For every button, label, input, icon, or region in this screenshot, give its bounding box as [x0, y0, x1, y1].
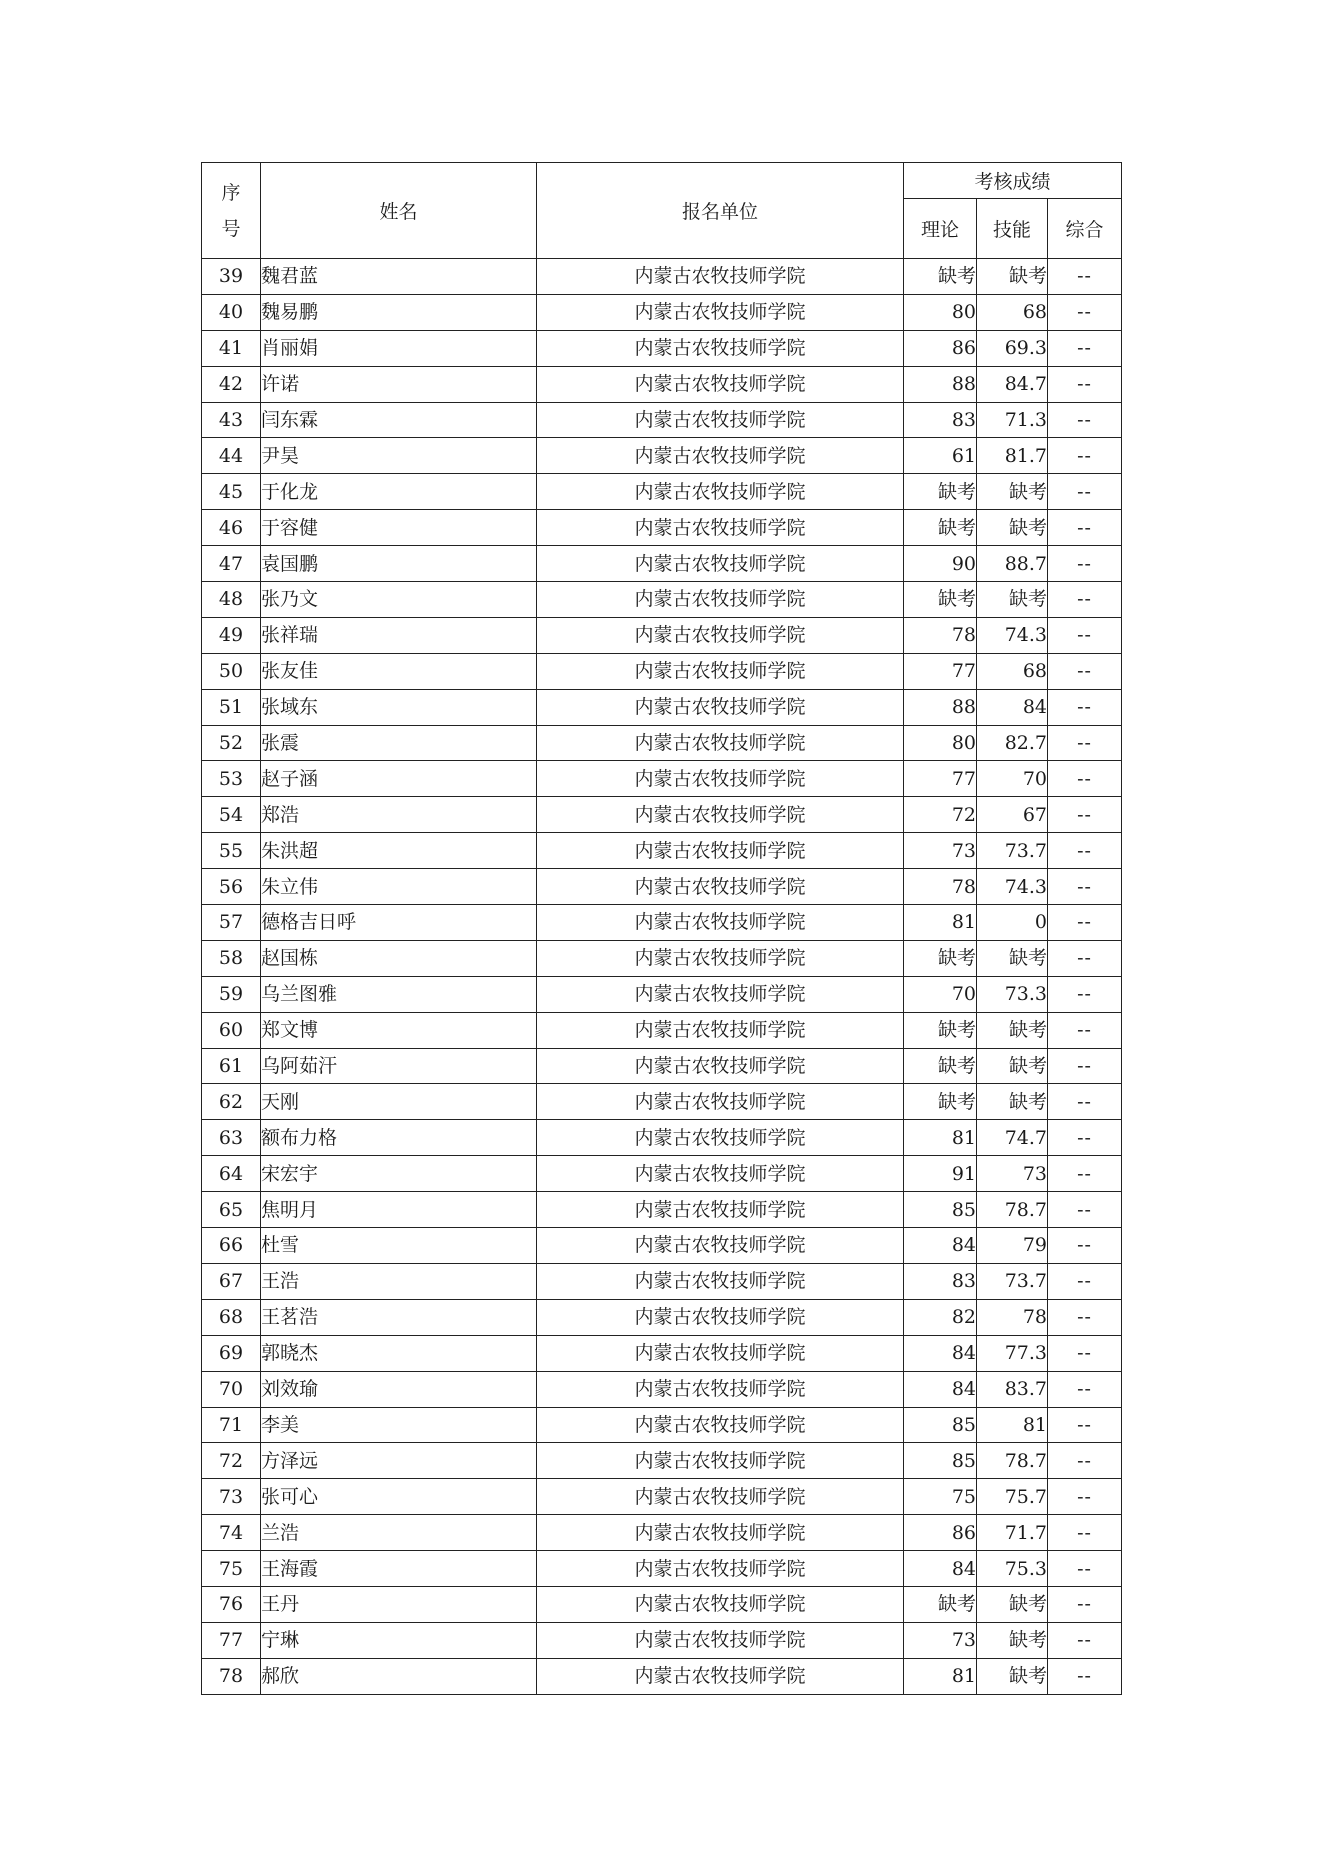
cell-unit: 内蒙古农牧技师学院	[537, 653, 904, 689]
cell-name: 方泽远	[261, 1443, 537, 1479]
header-total: 综合	[1048, 199, 1122, 259]
cell-name: 刘效瑜	[261, 1371, 537, 1407]
cell-total: --	[1048, 833, 1122, 869]
cell-skill: 67	[977, 797, 1048, 833]
cell-total: --	[1048, 976, 1122, 1012]
table-row	[202, 582, 1122, 618]
cell-skill: 缺考	[977, 940, 1048, 976]
cell-skill: 74.7	[977, 1120, 1048, 1156]
cell-name: 朱洪超	[261, 833, 537, 869]
cell-unit: 内蒙古农牧技师学院	[537, 940, 904, 976]
cell-unit: 内蒙古农牧技师学院	[537, 1084, 904, 1120]
cell-index: 66	[202, 1228, 261, 1264]
header-score-group: 考核成绩	[904, 163, 1122, 199]
cell-total: --	[1048, 1479, 1122, 1515]
table-row	[202, 330, 1122, 366]
cell-total: --	[1048, 1012, 1122, 1048]
cell-theory: 73	[904, 833, 977, 869]
table-row	[202, 546, 1122, 582]
cell-index: 64	[202, 1156, 261, 1192]
cell-index: 68	[202, 1299, 261, 1335]
cell-index: 41	[202, 330, 261, 366]
cell-total: --	[1048, 330, 1122, 366]
cell-index: 55	[202, 833, 261, 869]
cell-total: --	[1048, 1586, 1122, 1622]
cell-unit: 内蒙古农牧技师学院	[537, 905, 904, 941]
cell-unit: 内蒙古农牧技师学院	[537, 1443, 904, 1479]
cell-index: 78	[202, 1658, 261, 1694]
cell-index: 54	[202, 797, 261, 833]
table-row	[202, 1371, 1122, 1407]
cell-index: 62	[202, 1084, 261, 1120]
table-row	[202, 474, 1122, 510]
cell-index: 39	[202, 259, 261, 295]
header-index-line2: 号	[221, 217, 241, 240]
cell-total: --	[1048, 1084, 1122, 1120]
cell-theory: 86	[904, 1515, 977, 1551]
cell-unit: 内蒙古农牧技师学院	[537, 617, 904, 653]
cell-theory: 缺考	[904, 510, 977, 546]
cell-index: 43	[202, 402, 261, 438]
cell-total: --	[1048, 940, 1122, 976]
cell-theory: 缺考	[904, 1012, 977, 1048]
cell-index: 76	[202, 1586, 261, 1622]
cell-skill: 缺考	[977, 474, 1048, 510]
cell-name: 乌阿茹汗	[261, 1048, 537, 1084]
cell-total: --	[1048, 366, 1122, 402]
table-row	[202, 1658, 1122, 1694]
cell-name: 于容健	[261, 510, 537, 546]
cell-name: 乌兰图雅	[261, 976, 537, 1012]
table-row	[202, 366, 1122, 402]
cell-skill: 79	[977, 1228, 1048, 1264]
cell-index: 50	[202, 653, 261, 689]
score-table	[201, 162, 1122, 1695]
cell-theory: 84	[904, 1335, 977, 1371]
cell-name: 宁琳	[261, 1622, 537, 1658]
table-row	[202, 1228, 1122, 1264]
cell-index: 74	[202, 1515, 261, 1551]
cell-index: 70	[202, 1371, 261, 1407]
table-row	[202, 725, 1122, 761]
cell-total: --	[1048, 474, 1122, 510]
cell-theory: 86	[904, 330, 977, 366]
cell-unit: 内蒙古农牧技师学院	[537, 833, 904, 869]
cell-total: --	[1048, 402, 1122, 438]
cell-unit: 内蒙古农牧技师学院	[537, 510, 904, 546]
cell-unit: 内蒙古农牧技师学院	[537, 869, 904, 905]
cell-unit: 内蒙古农牧技师学院	[537, 1192, 904, 1228]
cell-skill: 缺考	[977, 1586, 1048, 1622]
cell-index: 48	[202, 582, 261, 618]
cell-index: 72	[202, 1443, 261, 1479]
cell-unit: 内蒙古农牧技师学院	[537, 797, 904, 833]
header-theory: 理论	[904, 199, 977, 259]
table-row	[202, 402, 1122, 438]
cell-unit: 内蒙古农牧技师学院	[537, 402, 904, 438]
cell-name: 天刚	[261, 1084, 537, 1120]
cell-skill: 缺考	[977, 510, 1048, 546]
cell-index: 52	[202, 725, 261, 761]
cell-name: 张友佳	[261, 653, 537, 689]
cell-theory: 83	[904, 402, 977, 438]
cell-theory: 77	[904, 653, 977, 689]
table-row	[202, 1156, 1122, 1192]
table-row	[202, 1120, 1122, 1156]
cell-total: --	[1048, 1443, 1122, 1479]
cell-name: 肖丽娟	[261, 330, 537, 366]
cell-name: 王茗浩	[261, 1299, 537, 1335]
cell-index: 73	[202, 1479, 261, 1515]
cell-theory: 缺考	[904, 1084, 977, 1120]
cell-name: 于化龙	[261, 474, 537, 510]
cell-unit: 内蒙古农牧技师学院	[537, 582, 904, 618]
cell-name: 张可心	[261, 1479, 537, 1515]
cell-theory: 81	[904, 1658, 977, 1694]
cell-skill: 81	[977, 1407, 1048, 1443]
cell-unit: 内蒙古农牧技师学院	[537, 438, 904, 474]
table-header	[202, 163, 1122, 259]
cell-unit: 内蒙古农牧技师学院	[537, 1263, 904, 1299]
cell-unit: 内蒙古农牧技师学院	[537, 761, 904, 797]
cell-name: 许诺	[261, 366, 537, 402]
table-row	[202, 1515, 1122, 1551]
cell-skill: 75.3	[977, 1551, 1048, 1587]
table-row	[202, 1551, 1122, 1587]
cell-total: --	[1048, 761, 1122, 797]
cell-total: --	[1048, 1371, 1122, 1407]
cell-name: 张乃文	[261, 582, 537, 618]
cell-skill: 71.7	[977, 1515, 1048, 1551]
cell-theory: 84	[904, 1551, 977, 1587]
cell-total: --	[1048, 510, 1122, 546]
table-row	[202, 1263, 1122, 1299]
cell-skill: 88.7	[977, 546, 1048, 582]
cell-skill: 73.7	[977, 1263, 1048, 1299]
cell-total: --	[1048, 546, 1122, 582]
table-row	[202, 976, 1122, 1012]
cell-name: 额布力格	[261, 1120, 537, 1156]
cell-theory: 80	[904, 725, 977, 761]
cell-total: --	[1048, 294, 1122, 330]
cell-unit: 内蒙古农牧技师学院	[537, 1228, 904, 1264]
cell-index: 44	[202, 438, 261, 474]
cell-index: 71	[202, 1407, 261, 1443]
cell-skill: 缺考	[977, 582, 1048, 618]
cell-index: 56	[202, 869, 261, 905]
cell-skill: 70	[977, 761, 1048, 797]
cell-theory: 73	[904, 1622, 977, 1658]
cell-skill: 78	[977, 1299, 1048, 1335]
cell-theory: 81	[904, 1120, 977, 1156]
table-row	[202, 259, 1122, 295]
cell-skill: 73.7	[977, 833, 1048, 869]
cell-name: 王丹	[261, 1586, 537, 1622]
cell-name: 张祥瑞	[261, 617, 537, 653]
cell-skill: 69.3	[977, 330, 1048, 366]
cell-index: 67	[202, 1263, 261, 1299]
cell-index: 60	[202, 1012, 261, 1048]
cell-unit: 内蒙古农牧技师学院	[537, 546, 904, 582]
cell-index: 61	[202, 1048, 261, 1084]
cell-unit: 内蒙古农牧技师学院	[537, 689, 904, 725]
cell-name: 尹昊	[261, 438, 537, 474]
table-row	[202, 1586, 1122, 1622]
cell-unit: 内蒙古农牧技师学院	[537, 474, 904, 510]
table-row	[202, 1479, 1122, 1515]
cell-theory: 91	[904, 1156, 977, 1192]
cell-name: 袁国鹏	[261, 546, 537, 582]
cell-theory: 81	[904, 905, 977, 941]
cell-skill: 74.3	[977, 869, 1048, 905]
cell-theory: 缺考	[904, 1048, 977, 1084]
cell-total: --	[1048, 1192, 1122, 1228]
cell-unit: 内蒙古农牧技师学院	[537, 1658, 904, 1694]
cell-name: 王海霞	[261, 1551, 537, 1587]
cell-skill: 74.3	[977, 617, 1048, 653]
cell-total: --	[1048, 869, 1122, 905]
cell-total: --	[1048, 1228, 1122, 1264]
cell-total: --	[1048, 1263, 1122, 1299]
cell-skill: 77.3	[977, 1335, 1048, 1371]
cell-total: --	[1048, 1658, 1122, 1694]
header-row-top	[202, 163, 1122, 199]
cell-name: 朱立伟	[261, 869, 537, 905]
cell-total: --	[1048, 259, 1122, 295]
cell-index: 47	[202, 546, 261, 582]
cell-total: --	[1048, 1299, 1122, 1335]
cell-theory: 72	[904, 797, 977, 833]
table-row	[202, 797, 1122, 833]
header-skill: 技能	[977, 199, 1048, 259]
cell-theory: 77	[904, 761, 977, 797]
cell-theory: 90	[904, 546, 977, 582]
cell-name: 郝欣	[261, 1658, 537, 1694]
cell-skill: 73	[977, 1156, 1048, 1192]
table-row	[202, 1335, 1122, 1371]
cell-total: --	[1048, 1622, 1122, 1658]
cell-theory: 70	[904, 976, 977, 1012]
cell-theory: 88	[904, 366, 977, 402]
table-row	[202, 1084, 1122, 1120]
cell-theory: 61	[904, 438, 977, 474]
cell-total: --	[1048, 1515, 1122, 1551]
cell-theory: 88	[904, 689, 977, 725]
cell-index: 40	[202, 294, 261, 330]
cell-total: --	[1048, 617, 1122, 653]
cell-theory: 83	[904, 1263, 977, 1299]
cell-skill: 78.7	[977, 1192, 1048, 1228]
cell-name: 王浩	[261, 1263, 537, 1299]
table-row	[202, 689, 1122, 725]
cell-unit: 内蒙古农牧技师学院	[537, 1299, 904, 1335]
header-index-line1: 序	[221, 181, 241, 204]
cell-total: --	[1048, 797, 1122, 833]
cell-unit: 内蒙古农牧技师学院	[537, 1407, 904, 1443]
table-row	[202, 1048, 1122, 1084]
cell-total: --	[1048, 1335, 1122, 1371]
cell-skill: 83.7	[977, 1371, 1048, 1407]
cell-index: 58	[202, 940, 261, 976]
table-row	[202, 1407, 1122, 1443]
cell-theory: 80	[904, 294, 977, 330]
cell-index: 45	[202, 474, 261, 510]
cell-index: 51	[202, 689, 261, 725]
cell-name: 赵国栋	[261, 940, 537, 976]
cell-unit: 内蒙古农牧技师学院	[537, 976, 904, 1012]
cell-theory: 85	[904, 1192, 977, 1228]
cell-theory: 85	[904, 1443, 977, 1479]
cell-index: 42	[202, 366, 261, 402]
cell-name: 闫东霖	[261, 402, 537, 438]
cell-index: 57	[202, 905, 261, 941]
cell-unit: 内蒙古农牧技师学院	[537, 259, 904, 295]
cell-skill: 缺考	[977, 1622, 1048, 1658]
cell-index: 59	[202, 976, 261, 1012]
cell-unit: 内蒙古农牧技师学院	[537, 1156, 904, 1192]
cell-total: --	[1048, 1156, 1122, 1192]
cell-unit: 内蒙古农牧技师学院	[537, 366, 904, 402]
header-index	[202, 163, 261, 259]
cell-index: 49	[202, 617, 261, 653]
cell-index: 53	[202, 761, 261, 797]
cell-theory: 78	[904, 617, 977, 653]
cell-skill: 84.7	[977, 366, 1048, 402]
table-row	[202, 1012, 1122, 1048]
cell-skill: 68	[977, 294, 1048, 330]
table-row	[202, 438, 1122, 474]
header-unit: 报名单位	[537, 163, 904, 259]
table-row	[202, 869, 1122, 905]
cell-skill: 缺考	[977, 1084, 1048, 1120]
cell-theory: 84	[904, 1228, 977, 1264]
cell-theory: 85	[904, 1407, 977, 1443]
table-row	[202, 761, 1122, 797]
cell-skill: 71.3	[977, 402, 1048, 438]
table-row	[202, 653, 1122, 689]
cell-name: 杜雪	[261, 1228, 537, 1264]
cell-name: 张域东	[261, 689, 537, 725]
cell-unit: 内蒙古农牧技师学院	[537, 1335, 904, 1371]
cell-total: --	[1048, 725, 1122, 761]
cell-index: 69	[202, 1335, 261, 1371]
table-row	[202, 905, 1122, 941]
cell-theory: 84	[904, 1371, 977, 1407]
cell-theory: 缺考	[904, 1586, 977, 1622]
cell-name: 德格吉日呼	[261, 905, 537, 941]
cell-theory: 82	[904, 1299, 977, 1335]
cell-total: --	[1048, 689, 1122, 725]
cell-skill: 73.3	[977, 976, 1048, 1012]
cell-skill: 0	[977, 905, 1048, 941]
cell-skill: 缺考	[977, 1048, 1048, 1084]
cell-unit: 内蒙古农牧技师学院	[537, 1586, 904, 1622]
cell-name: 郑文博	[261, 1012, 537, 1048]
cell-skill: 缺考	[977, 1012, 1048, 1048]
cell-total: --	[1048, 653, 1122, 689]
cell-name: 郑浩	[261, 797, 537, 833]
cell-name: 张震	[261, 725, 537, 761]
cell-theory: 75	[904, 1479, 977, 1515]
table-row	[202, 1192, 1122, 1228]
cell-unit: 内蒙古农牧技师学院	[537, 330, 904, 366]
cell-total: --	[1048, 1048, 1122, 1084]
cell-unit: 内蒙古农牧技师学院	[537, 1479, 904, 1515]
cell-total: --	[1048, 1407, 1122, 1443]
cell-name: 宋宏宇	[261, 1156, 537, 1192]
cell-name: 焦明月	[261, 1192, 537, 1228]
header-name: 姓名	[261, 163, 537, 259]
cell-skill: 68	[977, 653, 1048, 689]
cell-total: --	[1048, 582, 1122, 618]
cell-theory: 缺考	[904, 582, 977, 618]
cell-total: --	[1048, 438, 1122, 474]
table-row	[202, 833, 1122, 869]
cell-skill: 缺考	[977, 259, 1048, 295]
cell-unit: 内蒙古农牧技师学院	[537, 1622, 904, 1658]
table-row	[202, 294, 1122, 330]
cell-unit: 内蒙古农牧技师学院	[537, 1048, 904, 1084]
cell-unit: 内蒙古农牧技师学院	[537, 1012, 904, 1048]
cell-total: --	[1048, 1551, 1122, 1587]
cell-theory: 缺考	[904, 259, 977, 295]
cell-skill: 81.7	[977, 438, 1048, 474]
cell-unit: 内蒙古农牧技师学院	[537, 1515, 904, 1551]
table-row	[202, 1299, 1122, 1335]
cell-theory: 缺考	[904, 474, 977, 510]
cell-index: 77	[202, 1622, 261, 1658]
cell-skill: 缺考	[977, 1658, 1048, 1694]
cell-unit: 内蒙古农牧技师学院	[537, 1120, 904, 1156]
cell-total: --	[1048, 1120, 1122, 1156]
cell-skill: 84	[977, 689, 1048, 725]
cell-skill: 82.7	[977, 725, 1048, 761]
cell-index: 65	[202, 1192, 261, 1228]
table-body	[202, 259, 1122, 1695]
cell-name: 赵子涵	[261, 761, 537, 797]
cell-unit: 内蒙古农牧技师学院	[537, 1371, 904, 1407]
cell-unit: 内蒙古农牧技师学院	[537, 1551, 904, 1587]
cell-total: --	[1048, 905, 1122, 941]
cell-skill: 78.7	[977, 1443, 1048, 1479]
table-row	[202, 940, 1122, 976]
cell-name: 李美	[261, 1407, 537, 1443]
cell-name: 郭晓杰	[261, 1335, 537, 1371]
cell-name: 魏易鹏	[261, 294, 537, 330]
cell-name: 魏君蓝	[261, 259, 537, 295]
cell-name: 兰浩	[261, 1515, 537, 1551]
table-row	[202, 1622, 1122, 1658]
cell-index: 63	[202, 1120, 261, 1156]
cell-theory: 78	[904, 869, 977, 905]
cell-unit: 内蒙古农牧技师学院	[537, 294, 904, 330]
table-row	[202, 510, 1122, 546]
cell-theory: 缺考	[904, 940, 977, 976]
cell-index: 46	[202, 510, 261, 546]
table-row	[202, 1443, 1122, 1479]
table-row	[202, 617, 1122, 653]
cell-unit: 内蒙古农牧技师学院	[537, 725, 904, 761]
cell-index: 75	[202, 1551, 261, 1587]
cell-skill: 75.7	[977, 1479, 1048, 1515]
